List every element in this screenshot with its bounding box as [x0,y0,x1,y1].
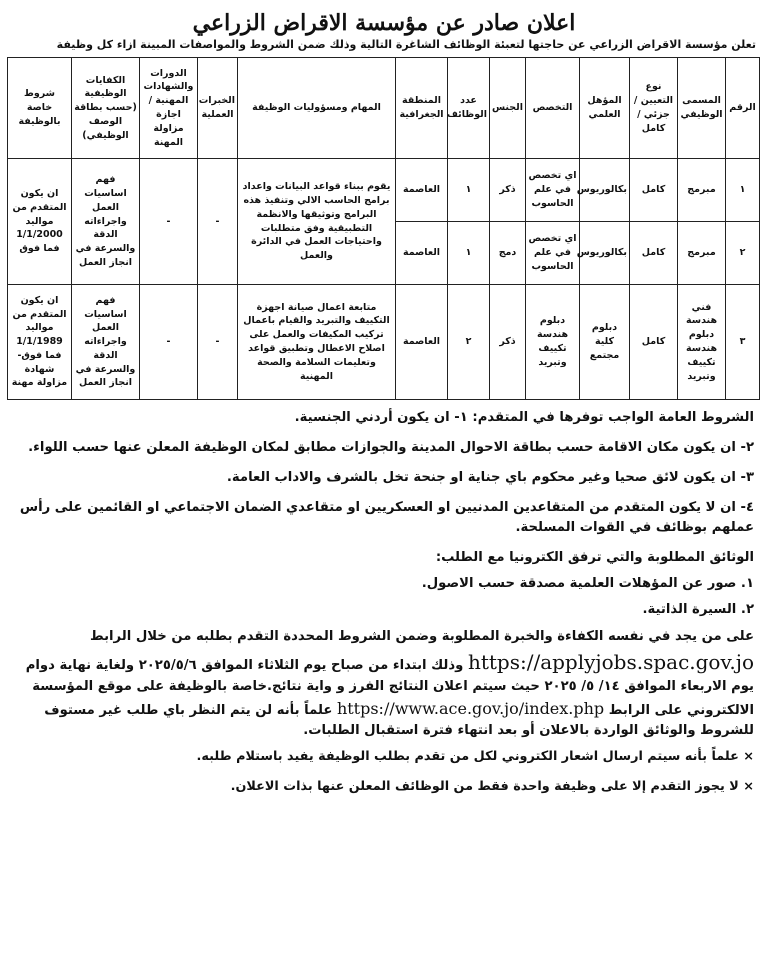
table-row [8,159,760,222]
cell-specialization: اي تخصص في علم الحاسوب [526,159,580,222]
cell-courses: - [140,159,198,285]
apply-notice-text: علماً بأنه لن يتم النظر باي طلب غير مستوف للشروط [44,703,754,739]
cell-num: ٣ [726,285,760,400]
condition-item: ٢- ان يكون مكان الاقامة حسب بطاقة الاحوال المدينة والجوازات مطابق لمكان الوظيفة المعلن عنها حسب اللواء. [28,440,754,456]
cell-region: العاصمة [396,285,448,400]
header-count: عدد الوظائف [448,58,490,159]
header-competencies: الكفايات الوظيفية (حسب بطاقة الوصف الوظيفي) [72,58,140,159]
cell-specialization: دبلوم هندسة تكييف وتبريد [526,285,580,400]
condition-item: ٣- ان يكون لائق صحيا وغير محكوم باي جناية او جنحة تخل بالشرف والاداب العامة. [226,470,754,486]
documents-heading: الوثائق المطلوبة والتي ترفق الكترونيا مع الطلب: [435,550,754,566]
cell-competencies: فهم اساسيات العمل واجراءاته الدقة والسرعة في انجاز العمل [72,285,140,400]
apply-link-label: على الرابط [608,703,683,719]
cell-num: ٢ [726,222,760,285]
cell-title: مبرمج [678,159,726,222]
cell-type: كامل [630,222,678,285]
cell-gender: دمج [490,222,526,285]
header-tasks: المهام ومسؤوليات الوظيفة [238,58,396,159]
condition-item: ٤- ان لا يكون المتقدم من المتقاعدين المدنيين او العسكريين او متقاعدي الضمان الاجتماعي او القائمين على رأس عملهم بوظائف في القوات المسلحة. [19,500,754,536]
header-gender: الجنس [490,58,526,159]
cell-specialization: اي تخصص في علم الحاسوب [526,222,580,285]
apply-dates-text: وذلك ابتداء من صباح يوم الثلاثاء الموافق ٢٠٢٥/٥/٦ ولغاية نهاية دوام يوم [25,657,754,694]
document-item: ٢. السيرة الذاتية. [642,602,754,618]
cell-type: كامل [630,159,678,222]
cell-count: ٢ [448,285,490,400]
jobs-table [7,57,760,400]
cell-qualification: بكالوريوس [580,159,630,222]
cell-count: ١ [448,222,490,285]
apply-text: على من يجد في نفسه الكفاءة والخبرة المطلوبة وضمن الشروط المحددة التقدم بطلبه من خلال الرابط [89,628,754,644]
header-title: المسمى الوظيفي [678,58,726,159]
announcement-title: اعلان صادر عن مؤسسة الاقراض الزراعي [192,10,576,36]
cell-num: ١ [726,159,760,222]
cell-gender: ذكر [490,285,526,400]
header-num: الرقم [726,58,760,159]
cell-competencies: فهم اساسيات العمل واجراءاته الدقة والسرعة في انجاز العمل [72,159,140,285]
results-link[interactable]: https://www.ace.gov.jo/index.php [336,699,605,719]
cell-tasks: يقوم ببناء قواعد البيانات واعداد برامج الحاسب الالي وتنفيذ هذه البرامج وتوثيقها والانظمة التطبيقية وفق متطلبات واحتياجات العمل في الدائرة والعمل [238,159,396,285]
cell-qualification: بكالوريوس [580,222,630,285]
cell-qualification: دبلوم كلية مجتمع [580,285,630,400]
header-specialization: التخصص [526,58,580,159]
cell-courses: - [140,285,198,400]
header-region: المنطقة الجغرافية [396,58,448,159]
header-courses: الدورات والشهادات المهنية / اجازة مزاولة المهنة [140,58,198,159]
cell-region: العاصمة [396,159,448,222]
cell-region: العاصمة [396,222,448,285]
cell-special: ان يكون المتقدم من مواليد 1/1/2000 فما فوق [8,159,72,285]
table-row [8,285,760,400]
header-experience: الخبرات العملية [198,58,238,159]
apply-paragraph [8,627,754,742]
cell-tasks: متابعة اعمال صيانة اجهزة التكييف والتبريد والقيام باعمال تركيب المكيفات والعمل على اصلاح الاعطال وتطبيق قواعد وتعليمات السلامة والصحة المهنية [238,285,396,400]
document-item: ١. صور عن المؤهلات العلمية مصدقة حسب الاصول. [421,576,754,592]
cell-special: ان يكون المتقدم من مواليد 1/1/1989 فما فوق- شهادة مزاولة مهنة [8,285,72,400]
announcement-intro: تعلن مؤسسة الاقراض الزراعي عن حاجتها لتعبئة الوظائف الشاغرة التالية وذلك ضمن الشروط والمواصفات المبينة ازاء كل وظيفة [56,38,756,51]
note-item: × لا يجوز التقدم إلا على وظيفة واحدة فقط من الوظائف المعلن عنها بذات الاعلان. [230,778,754,794]
header-special: شروط خاصة بالوظيفة [8,58,72,159]
cell-gender: ذكر [490,159,526,222]
header-type: نوع التعيين / جزئي / كامل [630,58,678,159]
table-header-row [8,58,760,159]
cell-experience: - [198,159,238,285]
header-qualification: المؤهل العلمي [580,58,630,159]
apply-closing-text: والوثائق الواردة بالاعلان أو بعد انتهاء فترة استقبال الطلبات. [303,723,696,739]
note-item: × علماً بأنه سيتم ارسال اشعار الكتروني لكل من تقدم بطلب الوظيفة يفيد باستلام طلبه. [196,749,754,765]
cell-experience: - [198,285,238,400]
apply-link[interactable]: https://applyjobs.spac.gov.jo [467,649,754,674]
announcement-body [8,408,760,796]
cell-count: ١ [448,159,490,222]
apply-results-text: الاربعاء الموافق ١٤/ ٥/ ٢٠٢٥ حيث سيتم اعلان النتائج الفرز و واية نتائج.خاصة بالوظيفة على موقع المؤسسة الالكتروني [32,678,754,719]
cell-title: فني هندسة دبلوم هندسة تكييف وتبريد [678,285,726,400]
cell-title: مبرمج [678,222,726,285]
cell-type: كامل [630,285,678,400]
general-conditions-heading: الشروط العامة الواجب توفرها في المتقدم: ١- ان يكون أردني الجنسية. [294,410,754,425]
